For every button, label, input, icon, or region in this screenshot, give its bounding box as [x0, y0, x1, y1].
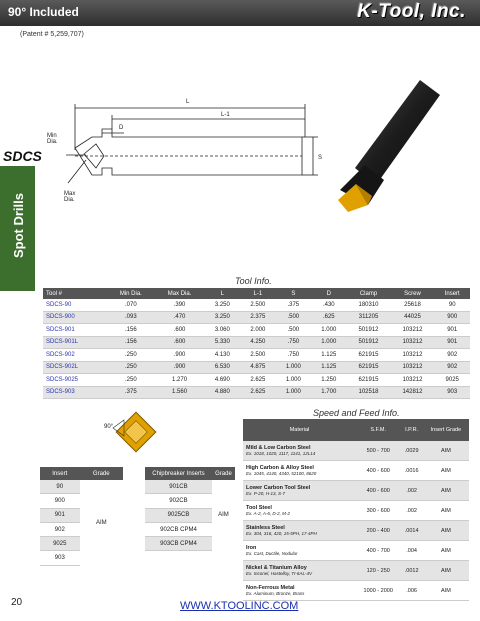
ipr-cell: .0014 — [400, 521, 422, 541]
table-row — [243, 521, 469, 541]
table-row — [43, 349, 470, 362]
material-examples: Ex. P-20, H-13, S-7 — [246, 491, 286, 496]
table-cell: 103212 — [391, 349, 435, 362]
table-cell: 1.250 — [311, 374, 346, 387]
sfm-cell: 200 - 400 — [356, 521, 400, 541]
item-cell: 9025CB — [145, 508, 212, 522]
table-cell: 621915 — [347, 361, 391, 374]
table-cell: 2.625 — [240, 386, 275, 399]
table-cell: 1.000 — [276, 386, 311, 399]
table-cell: .600 — [155, 336, 205, 349]
table-row — [243, 481, 469, 501]
table-cell: 900 — [434, 311, 470, 324]
table-cell: 1.560 — [155, 386, 205, 399]
table-cell: 44025 — [391, 311, 435, 324]
grade-cell: AIM — [423, 501, 469, 521]
brand-logo: K-Tool, Inc. — [357, 1, 466, 22]
sfm-cell: 400 - 600 — [356, 461, 400, 481]
table-cell[interactable]: SDCS-902 — [43, 349, 107, 362]
material-name: Non-Ferrous Metal — [246, 585, 295, 591]
table-cell: 1.000 — [276, 361, 311, 374]
material-cell — [243, 581, 356, 601]
grade-cell: AIM — [423, 541, 469, 561]
material-cell — [243, 441, 356, 461]
table-cell: .900 — [155, 349, 205, 362]
table-cell: 501912 — [347, 324, 391, 337]
table-cell: 903 — [434, 386, 470, 399]
table-cell[interactable]: SDCS-90 — [43, 299, 107, 311]
table-cell: .375 — [107, 386, 154, 399]
grade-cell: AIM — [423, 461, 469, 481]
table-cell: 1.125 — [311, 361, 346, 374]
grade-cell: AIM — [95, 519, 107, 526]
table-row — [243, 461, 469, 481]
table-cell: 6.530 — [205, 361, 240, 374]
material-cell — [243, 501, 356, 521]
speed-feed-table — [243, 419, 469, 601]
table-cell[interactable]: SDCS-902L — [43, 361, 107, 374]
sfm-cell: 500 - 700 — [356, 441, 400, 461]
material-cell — [243, 521, 356, 541]
table-row — [43, 324, 470, 337]
table-cell: .156 — [107, 324, 154, 337]
item-cell: 903 — [40, 551, 80, 565]
tool-drawing — [0, 0, 480, 300]
col-d: D — [311, 288, 346, 299]
tool-info-title: Tool Info. — [235, 276, 272, 286]
table-cell: 2.500 — [240, 349, 275, 362]
material-examples: Ex. 1045, 4140, 4340, 52100, 8620 — [246, 471, 317, 476]
grade-cell: AIM — [423, 441, 469, 461]
grade-cell: AIM — [218, 512, 229, 519]
table-cell: .250 — [107, 349, 154, 362]
table-cell: .600 — [155, 324, 205, 337]
ipr-cell: .0012 — [400, 561, 422, 581]
page-title: 90° Included — [8, 5, 79, 19]
dim-max-dia-label: Max Dia. — [64, 191, 76, 203]
table-row — [243, 541, 469, 561]
table-cell: 3.060 — [205, 324, 240, 337]
col-ipr: I.P.R. — [400, 419, 422, 441]
material-name: Lower Carbon Tool Steel — [246, 485, 311, 491]
dim-l1-label: L-1 — [221, 112, 230, 118]
material-name: Mild & Low Carbon Steel — [246, 445, 311, 451]
ipr-cell: .002 — [400, 501, 422, 521]
table-cell: .070 — [107, 299, 154, 311]
table-cell: 311205 — [347, 311, 391, 324]
item-cell: 902CB — [145, 494, 212, 508]
table-row — [243, 441, 469, 461]
table-cell: 901 — [434, 324, 470, 337]
table-cell: 5.330 — [205, 336, 240, 349]
grade-cell: AIM — [423, 561, 469, 581]
ipr-cell: .0016 — [400, 461, 422, 481]
table-cell: .900 — [155, 361, 205, 374]
sfm-cell: 400 - 600 — [356, 481, 400, 501]
table-cell: 90 — [434, 299, 470, 311]
ipr-cell: .0029 — [400, 441, 422, 461]
table-cell[interactable]: SDCS-9025 — [43, 374, 107, 387]
table-row — [43, 299, 470, 311]
item-cell: 903CB CPM4 — [145, 537, 212, 551]
table-cell: 142812 — [391, 386, 435, 399]
material-name: Stainless Steel — [246, 525, 285, 531]
table-cell: 2.375 — [240, 311, 275, 324]
table-cell: .093 — [107, 311, 154, 324]
table-cell: 901 — [434, 336, 470, 349]
table-cell: 4.130 — [205, 349, 240, 362]
table-cell: .390 — [155, 299, 205, 311]
table-row — [243, 561, 469, 581]
table-row — [43, 336, 470, 349]
table-cell: 1.000 — [276, 374, 311, 387]
table-cell: 1.270 — [155, 374, 205, 387]
insert-angle-label: 90° — [104, 424, 114, 430]
table-cell: .625 — [311, 311, 346, 324]
table-cell: 3.250 — [205, 311, 240, 324]
table-cell: 4.880 — [205, 386, 240, 399]
table-cell: 25618 — [391, 299, 435, 311]
col-chipbreaker: Chipbreaker Inserts — [145, 467, 212, 480]
table-cell: 180310 — [347, 299, 391, 311]
table-row — [43, 361, 470, 374]
table-cell: 1.000 — [311, 324, 346, 337]
col-insert: Insert — [40, 467, 80, 480]
table-cell: 2.000 — [240, 324, 275, 337]
material-name: Nickel & Titanium Alloy — [246, 565, 307, 571]
material-examples: Ex. Aluminum, Bronze, Brass — [246, 591, 305, 596]
table-cell: .156 — [107, 336, 154, 349]
col-max-dia: Max Dia. — [155, 288, 205, 299]
material-examples: Ex. Inconel, Hastelloy, TI-6AL-4V — [246, 571, 312, 576]
chipbreaker-table — [145, 467, 235, 551]
table-cell: 902 — [434, 349, 470, 362]
table-cell: 4.875 — [240, 361, 275, 374]
material-cell — [243, 481, 356, 501]
table-cell: 102518 — [347, 386, 391, 399]
table-header-row — [145, 467, 235, 480]
ipr-cell: .002 — [400, 481, 422, 501]
table-cell[interactable]: SDCS-900 — [43, 311, 107, 324]
table-cell: .500 — [276, 311, 311, 324]
table-cell: 4.250 — [240, 336, 275, 349]
item-cell: 9025 — [40, 537, 80, 551]
dim-d-label: D — [119, 125, 124, 131]
table-cell: .500 — [276, 324, 311, 337]
table-row — [145, 480, 235, 494]
material-name: Tool Steel — [246, 505, 272, 511]
col-min-dia: Min Dia. — [107, 288, 154, 299]
series-code: SDCS — [3, 148, 42, 164]
sfm-cell: 1000 - 2000 — [356, 581, 400, 601]
page-number: 20 — [11, 597, 23, 608]
item-cell: 901CB — [145, 480, 212, 494]
material-name: Iron — [246, 545, 257, 551]
table-cell: 2.625 — [240, 374, 275, 387]
material-examples: Ex. A-2, A-6, D-2, M-2 — [246, 511, 290, 516]
material-examples: Ex. Cast, Ductile, Nodular — [246, 551, 298, 556]
table-cell: .750 — [276, 349, 311, 362]
table-cell[interactable]: SDCS-901 — [43, 324, 107, 337]
material-cell — [243, 561, 356, 581]
category-label: Spot Drills — [11, 193, 26, 259]
col-s: S — [276, 288, 311, 299]
table-cell: 1.125 — [311, 349, 346, 362]
grade-cell: AIM — [423, 521, 469, 541]
grade-cell: AIM — [423, 481, 469, 501]
item-cell: 902 — [40, 522, 80, 536]
table-cell: .375 — [276, 299, 311, 311]
material-cell — [243, 461, 356, 481]
speed-feed-title: Speed and Feed Info. — [313, 408, 400, 418]
col-tool: Tool # — [43, 288, 107, 299]
table-cell: .430 — [311, 299, 346, 311]
item-cell: 901 — [40, 508, 80, 522]
col-l: L — [205, 288, 240, 299]
col-clamp: Clamp — [347, 288, 391, 299]
col-material: Material — [243, 419, 356, 441]
item-cell: 90 — [40, 480, 80, 494]
table-cell: 501912 — [347, 336, 391, 349]
table-cell: 103212 — [391, 361, 435, 374]
table-cell: 621915 — [347, 374, 391, 387]
table-cell: 103212 — [391, 374, 435, 387]
patent-number: (Patent # 5,259,707) — [20, 31, 84, 38]
table-cell[interactable]: SDCS-903 — [43, 386, 107, 399]
table-cell: 103212 — [391, 336, 435, 349]
table-cell: .470 — [155, 311, 205, 324]
website-link[interactable]: WWW.KTOOLINC.COM — [180, 600, 299, 612]
table-cell: 1.700 — [311, 386, 346, 399]
col-sfm: S.F.M. — [356, 419, 400, 441]
col-insert-grade: Insert Grade — [423, 419, 469, 441]
item-cell: 900 — [40, 494, 80, 508]
ipr-cell: .004 — [400, 541, 422, 561]
table-cell: 1.000 — [311, 336, 346, 349]
table-row — [43, 311, 470, 324]
dim-s-label: S — [318, 155, 323, 161]
table-row — [243, 501, 469, 521]
col-insert: Insert — [434, 288, 470, 299]
col-l1: L-1 — [240, 288, 275, 299]
material-examples: Ex. 304, 316, 420, 15-5PH, 17-4PH — [246, 531, 317, 536]
ipr-cell: .006 — [400, 581, 422, 601]
table-cell: .250 — [107, 374, 154, 387]
table-cell: 3.250 — [205, 299, 240, 311]
dim-l-label: L — [186, 99, 190, 105]
table-cell: 2.500 — [240, 299, 275, 311]
table-header-row — [43, 288, 470, 299]
table-row — [43, 374, 470, 387]
item-cell: 902CB CPM4 — [145, 522, 212, 536]
table-cell: 902 — [434, 361, 470, 374]
table-cell: 4.690 — [205, 374, 240, 387]
grade-cell: AIM — [423, 581, 469, 601]
material-cell — [243, 541, 356, 561]
table-row — [43, 386, 470, 399]
col-grade: Grade — [80, 467, 123, 480]
table-cell: 9025 — [434, 374, 470, 387]
table-cell: .750 — [276, 336, 311, 349]
material-examples: Ex. 1018, 1020, 1117, 1141, 12L14 — [246, 451, 316, 456]
col-screw: Screw — [391, 288, 435, 299]
tool-info-table — [43, 288, 470, 399]
sfm-cell: 300 - 600 — [356, 501, 400, 521]
table-header-row — [40, 467, 123, 480]
col-grade: Grade — [212, 467, 235, 480]
material-name: High Carbon & Alloy Steel — [246, 465, 314, 471]
dim-min-dia-label: Min Dia. — [47, 133, 58, 145]
table-cell: .250 — [107, 361, 154, 374]
sfm-cell: 120 - 250 — [356, 561, 400, 581]
sfm-cell: 400 - 700 — [356, 541, 400, 561]
table-row — [40, 480, 123, 494]
table-cell[interactable]: SDCS-901L — [43, 336, 107, 349]
table-row — [243, 581, 469, 601]
insert-table — [40, 467, 123, 566]
table-header-row — [243, 419, 469, 441]
table-cell: 621915 — [347, 349, 391, 362]
table-cell: 103212 — [391, 324, 435, 337]
